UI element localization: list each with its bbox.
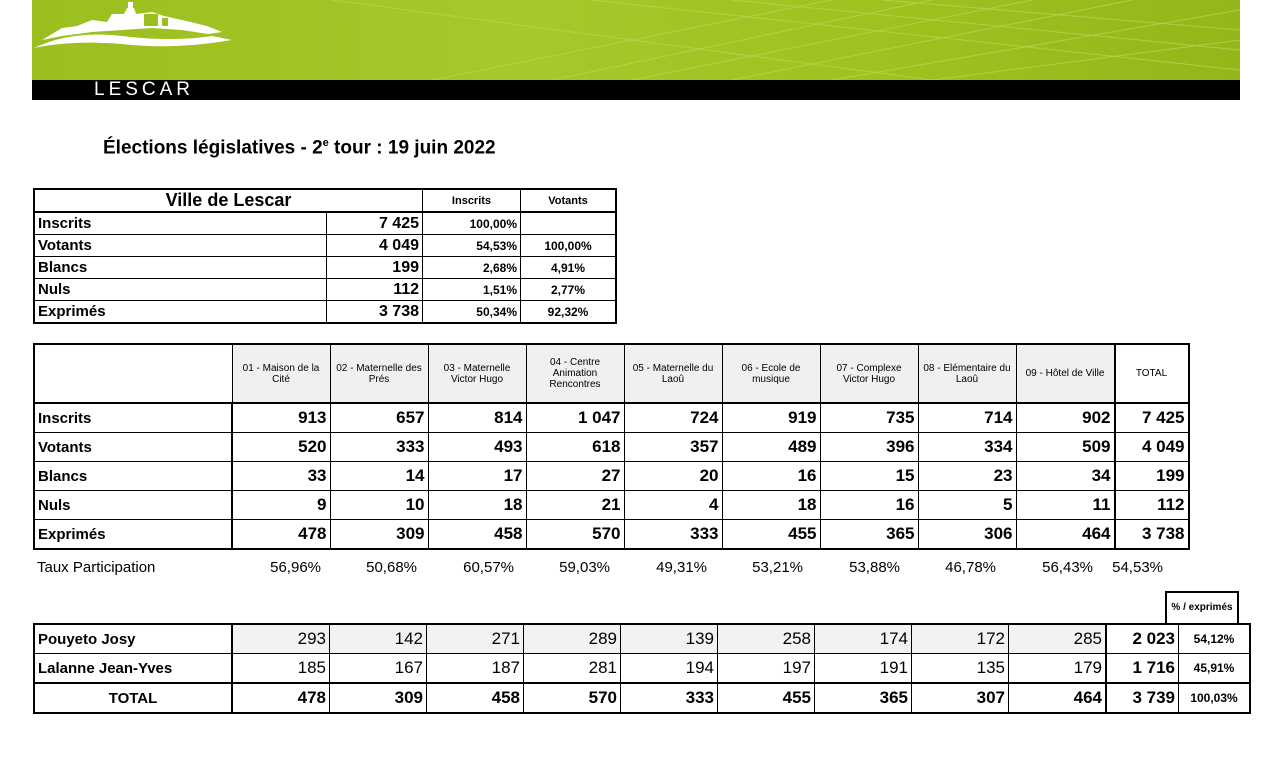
bureaux-cell: 714 [918, 403, 1016, 433]
page-title [103, 137, 496, 159]
bureaux-cell: 493 [428, 433, 526, 462]
bureaux-cell: 9 [232, 491, 330, 520]
bureaux-total-cell: 4 049 [1115, 433, 1189, 462]
taux-value: 56,43% [1042, 559, 1093, 576]
taux-total: 54,53% [1112, 559, 1163, 576]
bureaux-cell: 33 [232, 462, 330, 491]
candidate-votes-cell: 570 [524, 683, 621, 713]
bureaux-total-cell: 199 [1115, 462, 1189, 491]
taux-value: 49,31% [656, 559, 707, 576]
bureaux-total-cell: 7 425 [1115, 403, 1189, 433]
summary-table [33, 188, 617, 324]
summary-row [34, 257, 616, 279]
bureau-header: 09 - Hôtel de Ville [1016, 344, 1115, 403]
summary-pct-votants [521, 212, 617, 235]
candidates-table [33, 623, 1251, 714]
candidate-votes-cell: 478 [232, 683, 330, 713]
bureaux-cell: 919 [722, 403, 820, 433]
summary-label: Blancs [34, 257, 327, 279]
summary-row [34, 235, 616, 257]
candidate-votes-cell: 139 [621, 624, 718, 654]
summary-pct-inscrits: 50,34% [423, 301, 521, 324]
taux-value: 46,78% [945, 559, 996, 576]
bureaux-cell: 21 [526, 491, 624, 520]
bureaux-cell: 309 [330, 520, 428, 550]
candidate-votes-cell: 197 [718, 654, 815, 684]
bureaux-cell: 20 [624, 462, 722, 491]
summary-pct-votants: 92,32% [521, 301, 617, 324]
bureaux-cell: 306 [918, 520, 1016, 550]
bureaux-cell: 365 [820, 520, 918, 550]
candidates-total-row [34, 683, 1250, 713]
bureau-header: 05 - Maternelle du Laoû [624, 344, 722, 403]
bureaux-cell: 14 [330, 462, 428, 491]
candidate-votes-cell: 309 [330, 683, 427, 713]
taux-value: 53,21% [752, 559, 803, 576]
candidate-votes-cell: 258 [718, 624, 815, 654]
bureau-header: 06 - Ecole de musique [722, 344, 820, 403]
summary-label: Nuls [34, 279, 327, 301]
summary-pct-inscrits: 100,00% [423, 212, 521, 235]
bureaux-cell: 657 [330, 403, 428, 433]
candidate-votes-cell: 293 [232, 624, 330, 654]
bureau-header: 03 - Maternelle Victor Hugo [428, 344, 526, 403]
bureaux-cell: 34 [1016, 462, 1115, 491]
bureaux-cell: 17 [428, 462, 526, 491]
title-main: Élections législatives - 2 [103, 137, 323, 159]
logo-text: LESCAR [94, 79, 195, 100]
bureaux-cell: 724 [624, 403, 722, 433]
candidate-name: Lalanne Jean-Yves [34, 654, 232, 684]
summary-pct-inscrits: 54,53% [423, 235, 521, 257]
bureaux-cell: 814 [428, 403, 526, 433]
summary-value: 3 738 [327, 301, 423, 324]
candidate-votes-cell: 167 [330, 654, 427, 684]
bureaux-cell: 570 [526, 520, 624, 550]
bureaux-cell: 333 [624, 520, 722, 550]
bureaux-cell: 458 [428, 520, 526, 550]
candidate-name: Pouyeto Josy [34, 624, 232, 654]
bureau-header: 01 - Maison de la Cité [232, 344, 330, 403]
taux-participation-row [33, 557, 1166, 577]
candidate-votes-cell: 191 [815, 654, 912, 684]
summary-value: 112 [327, 279, 423, 301]
taux-value: 59,03% [559, 559, 610, 576]
bureaux-row [34, 520, 1189, 550]
candidate-votes-cell: 333 [621, 683, 718, 713]
candidate-votes-cell: 458 [427, 683, 524, 713]
summary-row [34, 212, 616, 235]
candidate-votes-cell: 174 [815, 624, 912, 654]
bureaux-cell: 913 [232, 403, 330, 433]
bureaux-cell: 509 [1016, 433, 1115, 462]
summary-header-row [34, 189, 616, 212]
summary-label: Inscrits [34, 212, 327, 235]
bureaux-corner-cell [34, 344, 232, 403]
bureaux-cell: 464 [1016, 520, 1115, 550]
summary-row [34, 279, 616, 301]
taux-value: 53,88% [849, 559, 900, 576]
bureau-header: 07 - Complexe Victor Hugo [820, 344, 918, 403]
title-sup: e [322, 137, 329, 149]
taux-value: 60,57% [463, 559, 514, 576]
bureaux-cell: 16 [722, 462, 820, 491]
candidate-pct-cell: 100,03% [1179, 683, 1251, 713]
summary-pct-votants: 2,77% [521, 279, 617, 301]
candidate-votes-cell: 187 [427, 654, 524, 684]
taux-label: Taux Participation [37, 559, 156, 576]
bureaux-row-label: Nuls [34, 491, 232, 520]
summary-value: 7 425 [327, 212, 423, 235]
lescar-logo-mark [32, 0, 272, 52]
bureaux-row [34, 433, 1189, 462]
bureaux-cell: 10 [330, 491, 428, 520]
candidate-votes-cell: 194 [621, 654, 718, 684]
bureaux-cell: 1 047 [526, 403, 624, 433]
summary-pct-inscrits: 1,51% [423, 279, 521, 301]
header-banner [32, 0, 1240, 100]
candidate-votes-cell: 307 [912, 683, 1009, 713]
summary-value: 199 [327, 257, 423, 279]
candidate-total-cell: 2 023 [1106, 624, 1179, 654]
bureaux-cell: 23 [918, 462, 1016, 491]
candidate-votes-cell: 142 [330, 624, 427, 654]
summary-pct-inscrits: 2,68% [423, 257, 521, 279]
bureau-header: 08 - Elémentaire du Laoû [918, 344, 1016, 403]
summary-col-inscrits: Inscrits [423, 189, 521, 212]
bureaux-cell: 489 [722, 433, 820, 462]
candidate-votes-cell: 172 [912, 624, 1009, 654]
bureaux-cell: 27 [526, 462, 624, 491]
bureaux-cell: 16 [820, 491, 918, 520]
bureaux-cell: 18 [428, 491, 526, 520]
bureaux-row [34, 491, 1189, 520]
candidate-votes-cell: 455 [718, 683, 815, 713]
candidate-votes-cell: 289 [524, 624, 621, 654]
candidate-votes-cell: 281 [524, 654, 621, 684]
bureaux-cell: 5 [918, 491, 1016, 520]
bureaux-total-header: TOTAL [1115, 344, 1189, 403]
candidate-total-cell: 1 716 [1106, 654, 1179, 684]
taux-value: 50,68% [366, 559, 417, 576]
bureaux-row-label: Blancs [34, 462, 232, 491]
bureaux-cell: 618 [526, 433, 624, 462]
bureaux-row-label: Exprimés [34, 520, 232, 550]
summary-pct-votants: 100,00% [521, 235, 617, 257]
summary-label: Exprimés [34, 301, 327, 324]
banner-black-band [32, 80, 1240, 100]
bureaux-cell: 735 [820, 403, 918, 433]
bureaux-row-label: Inscrits [34, 403, 232, 433]
title-rest: tour : 19 juin 2022 [328, 137, 496, 159]
bureaux-cell: 357 [624, 433, 722, 462]
bureaux-cell: 478 [232, 520, 330, 550]
bureaux-cell: 18 [722, 491, 820, 520]
summary-row [34, 301, 616, 324]
bureaux-cell: 4 [624, 491, 722, 520]
summary-title: Ville de Lescar [34, 189, 423, 212]
bureaux-cell: 15 [820, 462, 918, 491]
candidate-votes-cell: 285 [1009, 624, 1107, 654]
bureaux-total-cell: 3 738 [1115, 520, 1189, 550]
summary-col-votants: Votants [521, 189, 617, 212]
bureaux-total-cell: 112 [1115, 491, 1189, 520]
bureaux-cell: 902 [1016, 403, 1115, 433]
candidate-votes-cell: 185 [232, 654, 330, 684]
summary-pct-votants: 4,91% [521, 257, 617, 279]
candidate-votes-cell: 464 [1009, 683, 1107, 713]
bureaux-cell: 455 [722, 520, 820, 550]
bureaux-row-label: Votants [34, 433, 232, 462]
summary-label: Votants [34, 235, 327, 257]
summary-value: 4 049 [327, 235, 423, 257]
taux-value: 56,96% [270, 559, 321, 576]
candidate-name: TOTAL [34, 683, 232, 713]
candidate-pct-cell: 54,12% [1179, 624, 1251, 654]
bureaux-cell: 11 [1016, 491, 1115, 520]
candidate-votes-cell: 365 [815, 683, 912, 713]
bureaux-cell: 396 [820, 433, 918, 462]
candidate-votes-cell: 179 [1009, 654, 1107, 684]
candidate-votes-cell: 271 [427, 624, 524, 654]
bureaux-cell: 333 [330, 433, 428, 462]
bureaux-header-row [34, 344, 1189, 403]
candidate-votes-cell: 135 [912, 654, 1009, 684]
pct-exprimes-header: % / exprimés [1165, 591, 1239, 624]
candidate-pct-cell: 45,91% [1179, 654, 1251, 684]
bureaux-row [34, 403, 1189, 433]
candidate-row [34, 654, 1250, 684]
candidate-total-cell: 3 739 [1106, 683, 1179, 713]
candidate-row [34, 624, 1250, 654]
bureau-header: 02 - Maternelle des Prés [330, 344, 428, 403]
banner-green-band [32, 0, 1240, 80]
bureaux-table [33, 343, 1190, 550]
bureaux-cell: 334 [918, 433, 1016, 462]
bureaux-cell: 520 [232, 433, 330, 462]
bureau-header: 04 - Centre Animation Rencontres [526, 344, 624, 403]
bureaux-row [34, 462, 1189, 491]
